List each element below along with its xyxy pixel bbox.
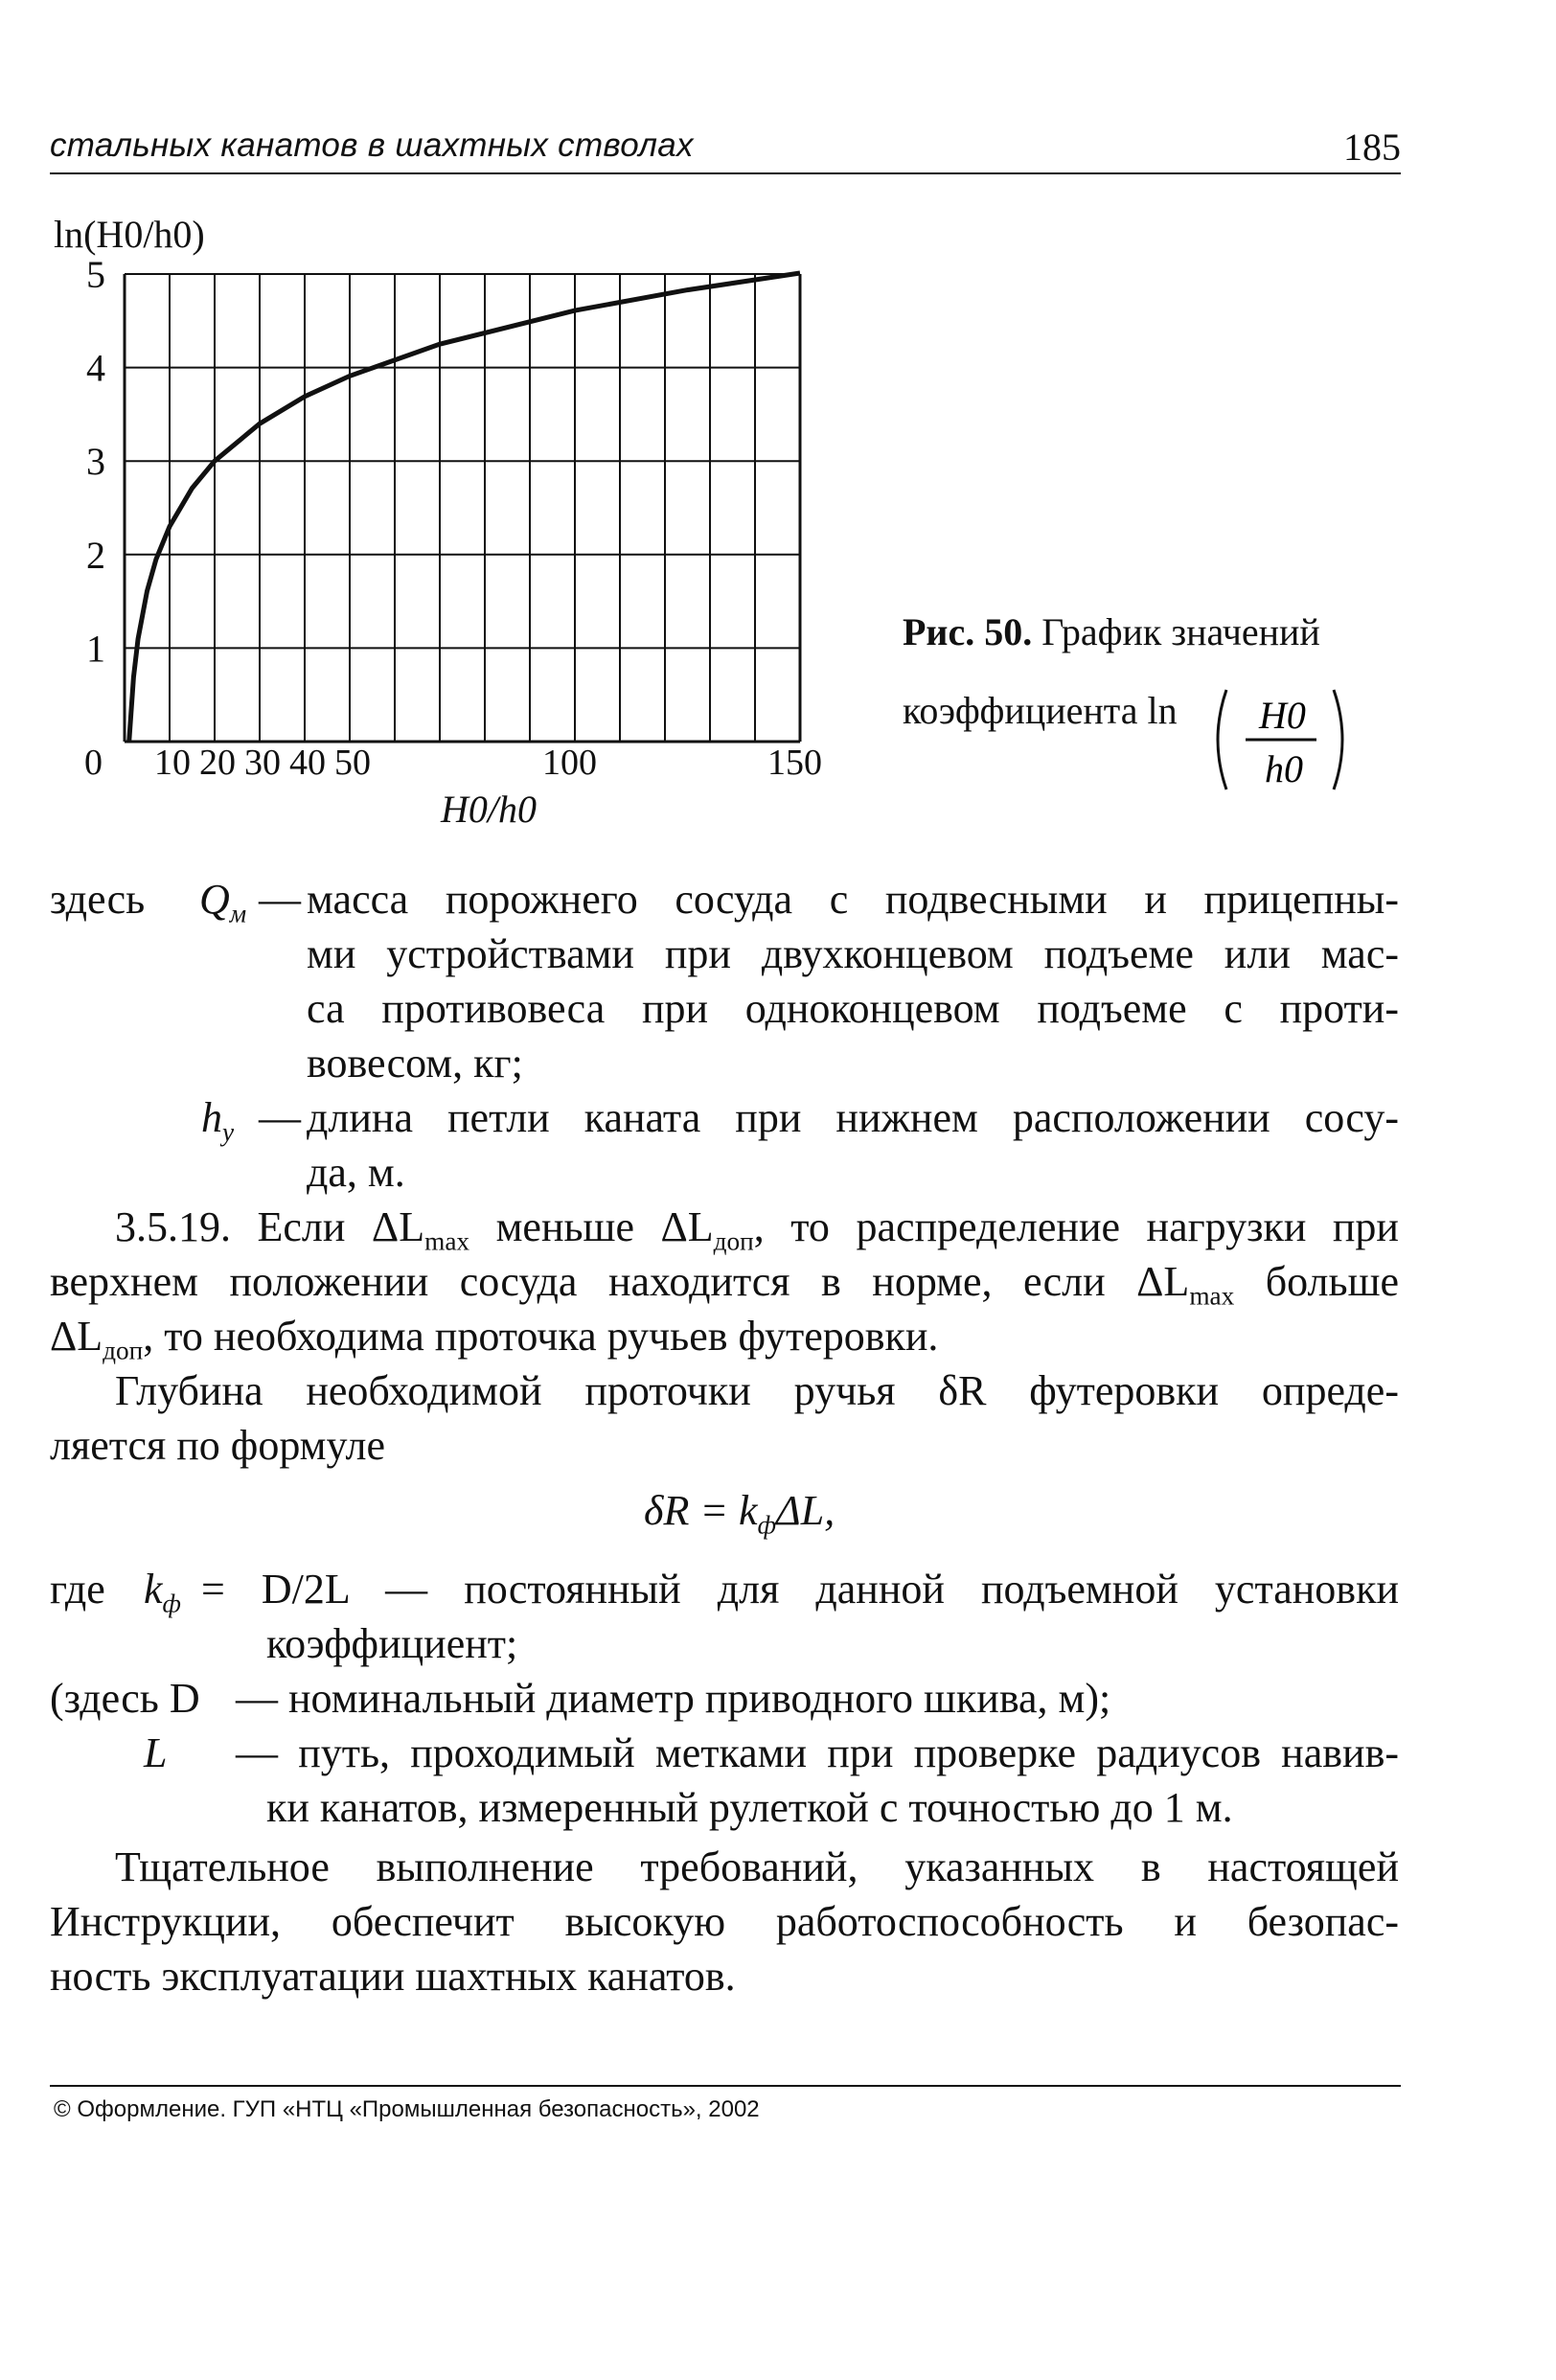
footer-rule bbox=[50, 2085, 1401, 2087]
def2-line2: да, м. bbox=[307, 1149, 405, 1196]
y-axis-label: ln(H0/h0) bbox=[54, 213, 205, 256]
where-symbol: $k_ф$ bbox=[144, 1566, 181, 1618]
x-axis-label: H0/h0 bbox=[441, 788, 537, 831]
para-3-5-19-line1: 3.5.19. Если $\Delta L_{max}$ меньше $\Delta L_{доп}$, то распределение нагрузки при bbox=[115, 1203, 1399, 1256]
footer-copyright: © Оформление. ГУП «НТЦ «Промышленная безопасность», 2002 bbox=[54, 2096, 760, 2122]
d-definition: — номинальный диаметр приводного шкива, м); bbox=[236, 1675, 1111, 1722]
y-tick-label: 2 bbox=[86, 533, 105, 577]
x-tick-label: 0 bbox=[84, 743, 103, 783]
caption-fraction-denominator: h0 bbox=[1265, 747, 1303, 790]
y-tick-label: 5 bbox=[86, 253, 105, 296]
caption-label: Рис. 50. bbox=[903, 610, 1033, 653]
figure-caption bbox=[903, 609, 1320, 654]
l-line1: — путь, проходимый метками при проверке радиусов навив- bbox=[236, 1729, 1399, 1776]
l-symbol: L bbox=[144, 1729, 168, 1776]
x-tick-label: 20 bbox=[199, 743, 236, 783]
def1-dash: — bbox=[259, 876, 301, 923]
chart-grid bbox=[125, 274, 800, 742]
y-tick-label: 4 bbox=[86, 346, 105, 390]
def1-line4: вовесом, кг; bbox=[307, 1040, 523, 1087]
def1-line1: масса порожнего сосуда с подвесными и прицепны- bbox=[307, 876, 1399, 923]
def2-line1: длина петли каната при нижнем расположении сосу- bbox=[307, 1094, 1399, 1141]
caption-text: График значений bbox=[1041, 610, 1320, 653]
series-curve bbox=[129, 273, 800, 742]
where-lead: где bbox=[50, 1566, 105, 1613]
para-final-line1: Тщательное выполнение требований, указанных в настоящей bbox=[115, 1843, 1399, 1890]
para-depth-line2: ляется по формуле bbox=[50, 1422, 386, 1469]
where-line2: коэффициент; bbox=[266, 1620, 518, 1667]
header-rule bbox=[50, 172, 1401, 174]
x-tick-label: 150 bbox=[767, 743, 822, 783]
def2-dash: — bbox=[259, 1094, 301, 1141]
def2-symbol: $h_у$ bbox=[201, 1094, 235, 1147]
para-depth-line1: Глубина необходимой проточки ручья δR футеровки опреде- bbox=[115, 1367, 1399, 1414]
page-number: 185 bbox=[1343, 126, 1401, 169]
def1-line2: ми устройствами при двухконцевом подъеме или мас- bbox=[307, 930, 1399, 977]
x-tick-labels bbox=[84, 743, 822, 783]
caption-fraction bbox=[1198, 682, 1370, 797]
def1-symbol: $Q_м$ bbox=[199, 876, 247, 928]
where-line1: = D/2L — постоянный для данной подъемной установки bbox=[201, 1566, 1399, 1613]
para-final-line3: ность эксплуатации шахтных канатов. bbox=[50, 1953, 736, 2000]
d-lead: (здесь D bbox=[50, 1675, 200, 1722]
x-tick-label: 50 bbox=[334, 743, 371, 783]
para-3-5-19-line2: верхнем положении сосуда находится в норме, если $\Delta L_{max}$ больше bbox=[50, 1258, 1399, 1311]
formula: $\delta R = k_ф\Delta L$, bbox=[644, 1487, 835, 1540]
def1-lead: здесь bbox=[50, 876, 146, 923]
y-tick-labels bbox=[86, 253, 105, 670]
caption-coefficient: коэффициента ln bbox=[903, 689, 1178, 732]
chart-ln-h0-over-h0 bbox=[38, 209, 862, 860]
caption-fraction-numerator: H0 bbox=[1259, 694, 1306, 737]
x-tick-label: 30 bbox=[244, 743, 281, 783]
x-tick-label: 10 bbox=[154, 743, 191, 783]
y-tick-label: 3 bbox=[86, 440, 105, 484]
y-tick-label: 1 bbox=[86, 627, 105, 671]
para-3-5-19-line3: $\Delta L_{доп}$, то необходима проточка ручьев футеровки. bbox=[50, 1313, 939, 1365]
x-tick-label: 100 bbox=[542, 743, 597, 783]
l-line2: ки канатов, измеренный рулеткой с точностью до 1 м. bbox=[266, 1784, 1233, 1831]
para-final-line2: Инструкции, обеспечит высокую работоспособность и безопас- bbox=[50, 1898, 1399, 1945]
running-title: стальных канатов в шахтных стволах bbox=[50, 126, 694, 164]
def1-line3: са противовеса при одноконцевом подъеме с проти- bbox=[307, 985, 1399, 1032]
x-tick-label: 40 bbox=[289, 743, 326, 783]
